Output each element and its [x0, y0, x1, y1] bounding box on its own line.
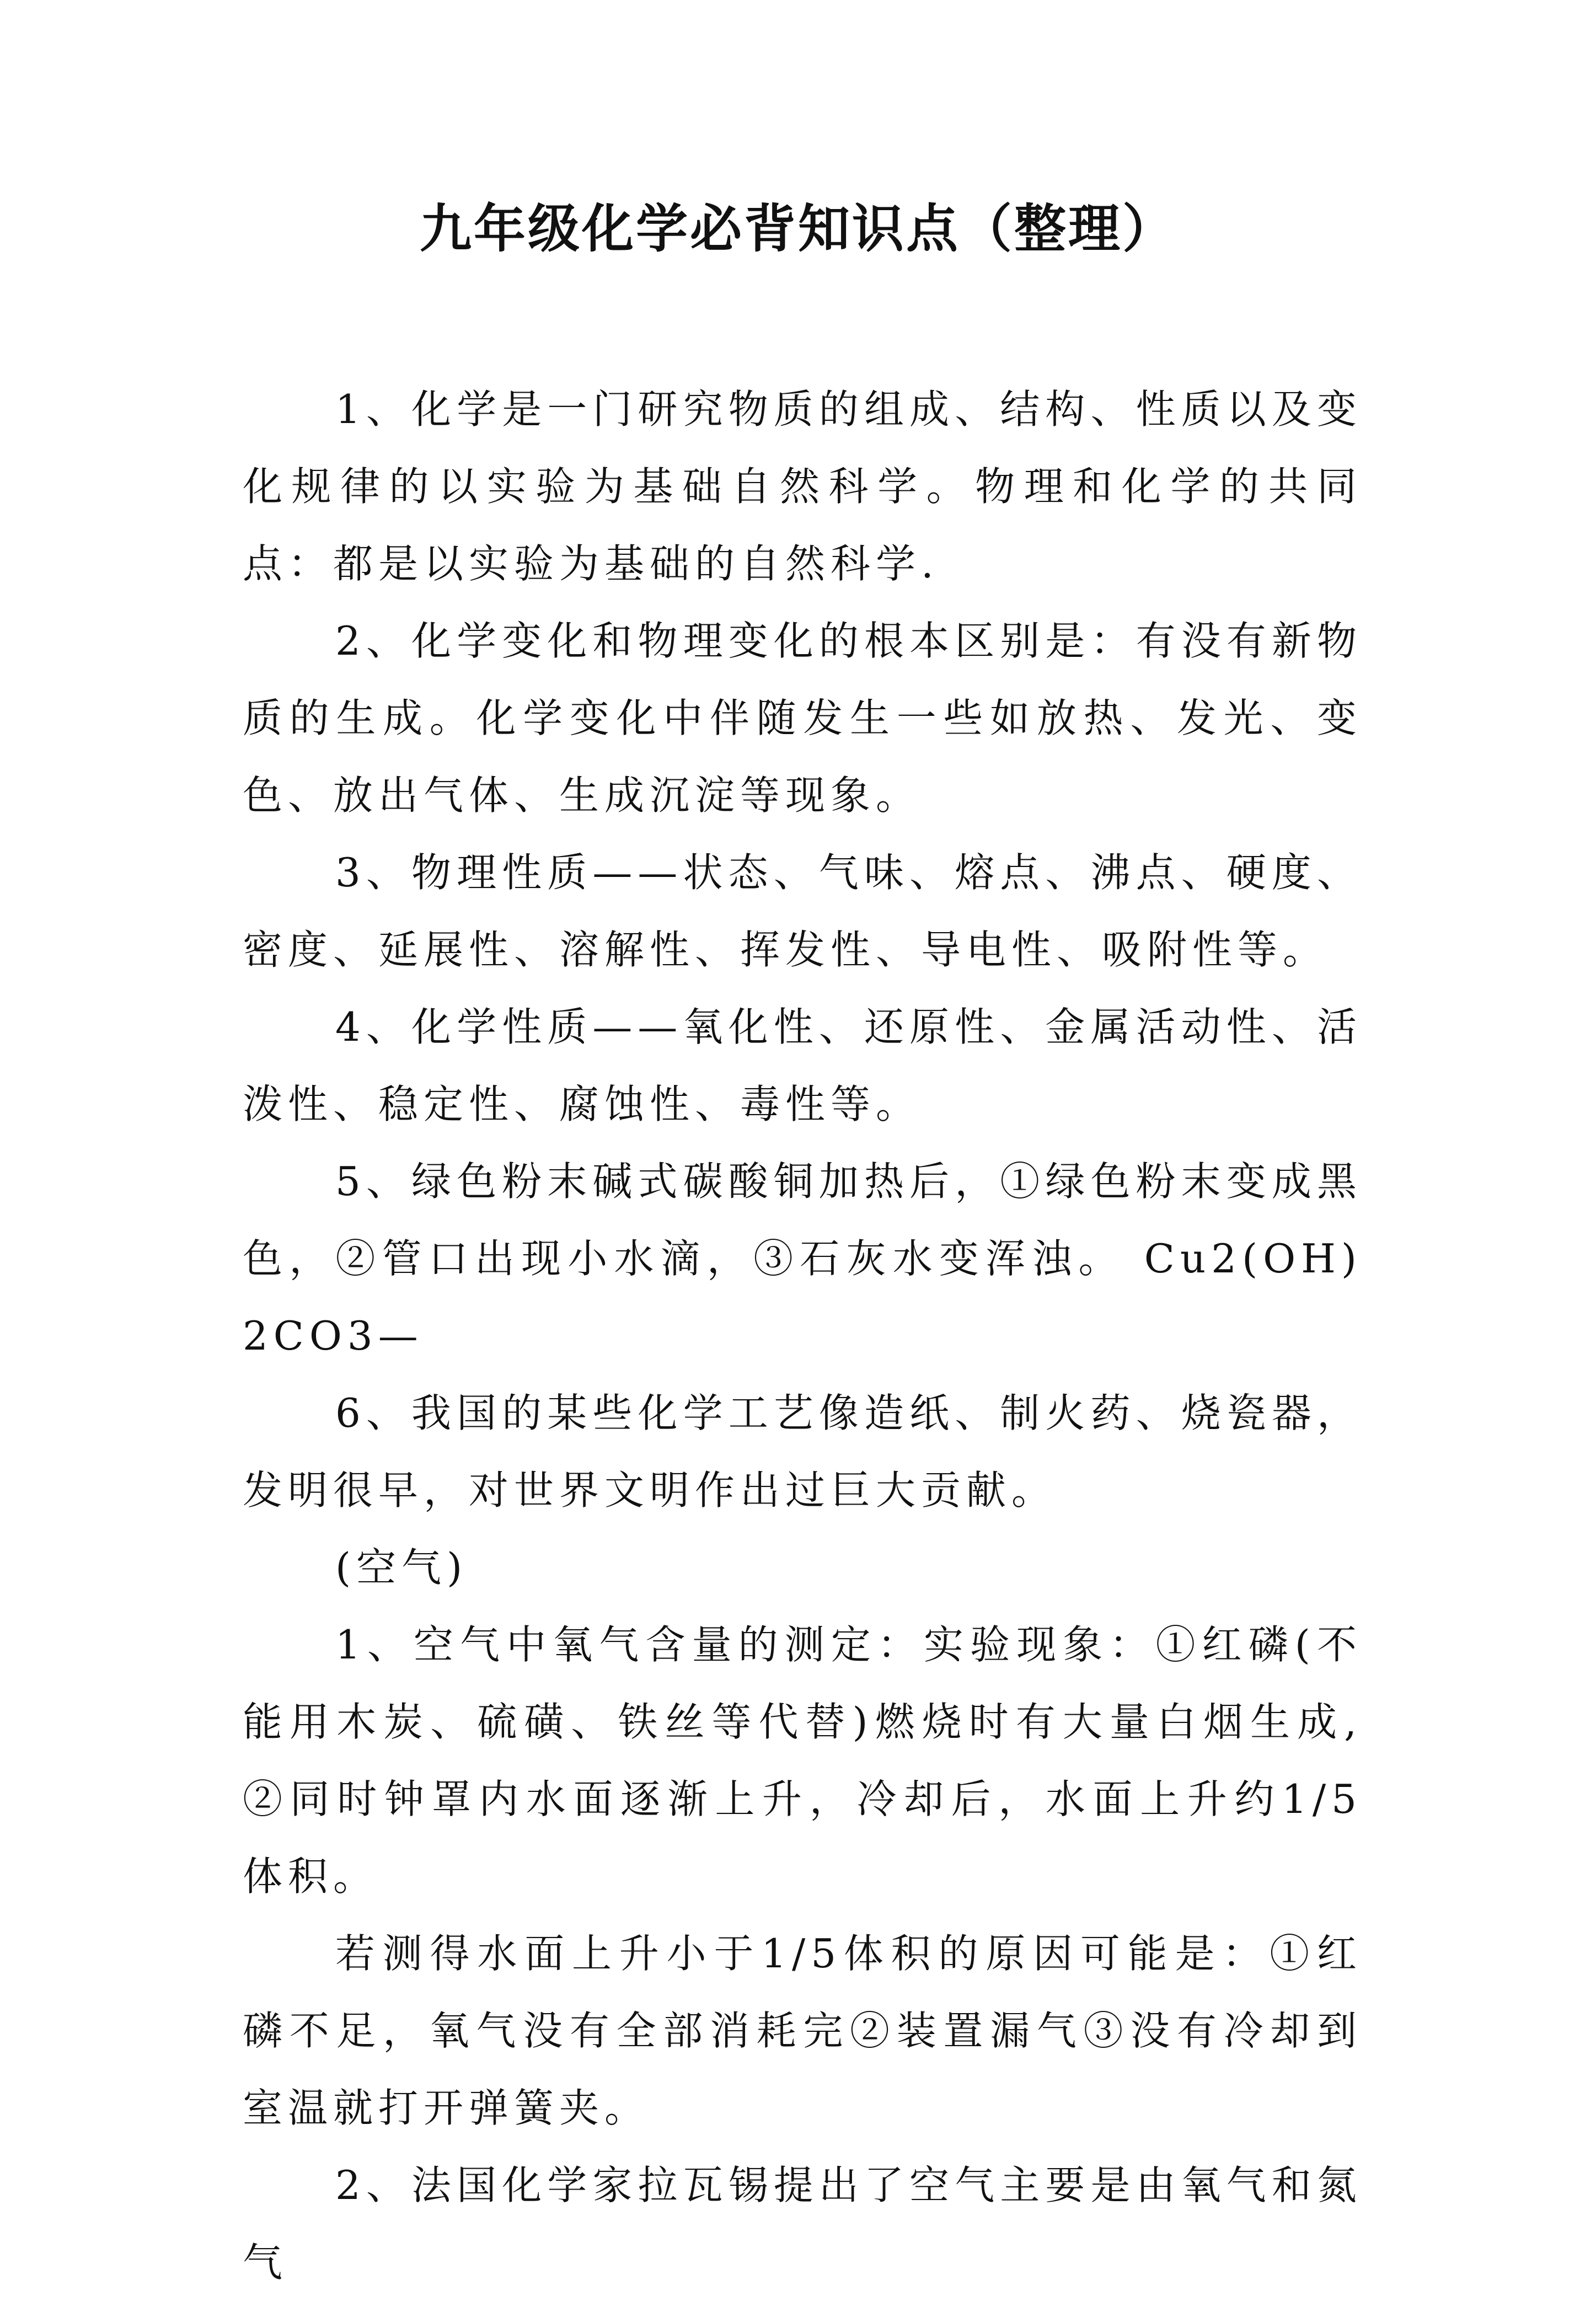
paragraph-2: 2、化学变化和物理变化的根本区别是：有没有新物质的生成。化学变化中伴随发生一些如放热、发光、变色、放出气体、生成沉淀等现象。 [243, 618, 1362, 818]
paragraph-1: 1、化学是一门研究物质的组成、结构、性质以及变化规律的以实验为基础自然科学。物理和化学的共同点：都是以实验为基础的自然科学. [243, 386, 1362, 587]
paragraph-air-1: 1、空气中氧气含量的测定：实验现象：①红磷(不能用木炭、硫磺、铁丝等代替)燃烧时有大量白烟生成,②同时钟罩内水面逐渐上升，冷却后，水面上升约1/5体积。 [243, 1622, 1362, 1899]
paragraph-6: 6、我国的某些化学工艺像造纸、制火药、烧瓷器，发明很早，对世界文明作出过巨大贡献。 [243, 1390, 1362, 1513]
paragraph-air-2: 2、法国化学家拉瓦锡提出了空气主要是由氧气和氮气 [243, 2162, 1362, 2286]
section-heading-air: (空气) [335, 1544, 468, 1591]
document-title: 九年级化学必背知识点（整理） [419, 199, 1176, 259]
paragraph-5: 5、绿色粉末碱式碳酸铜加热后，①绿色粉末变成黑色，②管口出现小水滴，③石灰水变浑浊。 Cu2(OH)2CO3— [243, 1158, 1362, 1359]
paragraph-3: 3、物理性质——状态、气味、熔点、沸点、硬度、密度、延展性、溶解性、挥发性、导电性、吸附性等。 [243, 849, 1362, 973]
paragraph-4: 4、化学性质——氧化性、还原性、金属活动性、活泼性、稳定性、腐蚀性、毒性等。 [243, 1004, 1362, 1127]
document-body [243, 371, 1362, 2301]
paragraph-air-1-note: 若测得水面上升小于1/5体积的原因可能是：①红磷不足，氧气没有全部消耗完②装置漏气③没有冷却到室温就打开弹簧夹。 [243, 1930, 1362, 2131]
